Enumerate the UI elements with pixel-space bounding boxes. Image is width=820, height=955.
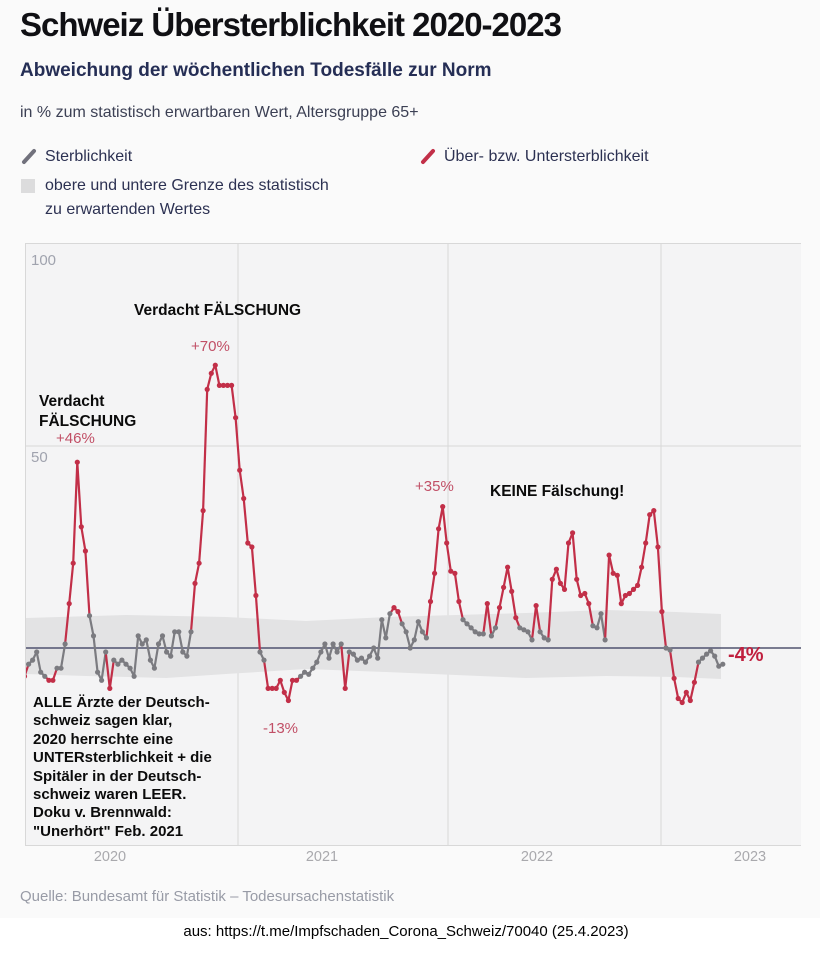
telegram-caption: aus: https://t.me/Impfschaden_Corona_Schweiz/70040 (25.4.2023) <box>183 923 629 940</box>
xtick-2020: 2020 <box>93 849 127 865</box>
caption-strip <box>0 918 820 955</box>
legend-item-mortality <box>21 145 132 169</box>
annotation-suspect-left: Verdacht FÄLSCHUNG <box>39 393 137 430</box>
label-peak-35: +35% <box>415 478 454 495</box>
label-peak-46: +46% <box>56 430 95 447</box>
xtick-2022: 2022 <box>520 849 554 865</box>
legend-label-band: obere und untere Grenze des statistisch zu erwartenden Wertes <box>45 177 329 218</box>
red-slash-icon <box>420 148 437 165</box>
annotation-alle-aerzte: ALLE Ärzte der Deutsch- schweiz sagen klar, 2020 herrschte eine UNTERsterblichkeit + die Spitäler in der Deutsch- schweiz waren LEER. Doku v. Brennwald: "Unerhört" Feb. 2021 <box>33 694 212 840</box>
ytick-50: 50 <box>31 449 48 466</box>
ytick-100: 100 <box>31 252 57 269</box>
legend-label-mortality: Sterblichkeit <box>45 148 133 165</box>
chart-subtitle: Abweichung der wöchentlichen Todesfälle zur Norm <box>20 60 492 81</box>
gray-slash-icon <box>21 148 38 165</box>
band-square-icon <box>21 179 35 193</box>
label-peak-70: +70% <box>191 338 230 355</box>
xtick-2021: 2021 <box>305 849 339 865</box>
chart-plot-area <box>25 243 801 846</box>
page-title: Schweiz Übersterblichkeit 2020-2023 <box>20 6 561 43</box>
chart-description: in % zum statistisch erwartbaren Wert, Altersgruppe 65+ <box>20 104 419 121</box>
annotation-suspect-top: Verdacht FÄLSCHUNG <box>134 302 302 319</box>
legend-label-excess: Über- bzw. Untersterblichkeit <box>444 148 649 165</box>
label-last-value: -4% <box>728 644 764 666</box>
xtick-2023: 2023 <box>733 849 767 865</box>
annotation-no-forgery: KEINE Fälschung! <box>490 483 625 500</box>
source-line: Quelle: Bundesamt für Statistik – Todesursachenstatistik <box>20 888 395 905</box>
legend-item-band <box>21 174 329 222</box>
label-dip-13: -13% <box>263 720 299 737</box>
legend-item-excess <box>420 145 649 169</box>
